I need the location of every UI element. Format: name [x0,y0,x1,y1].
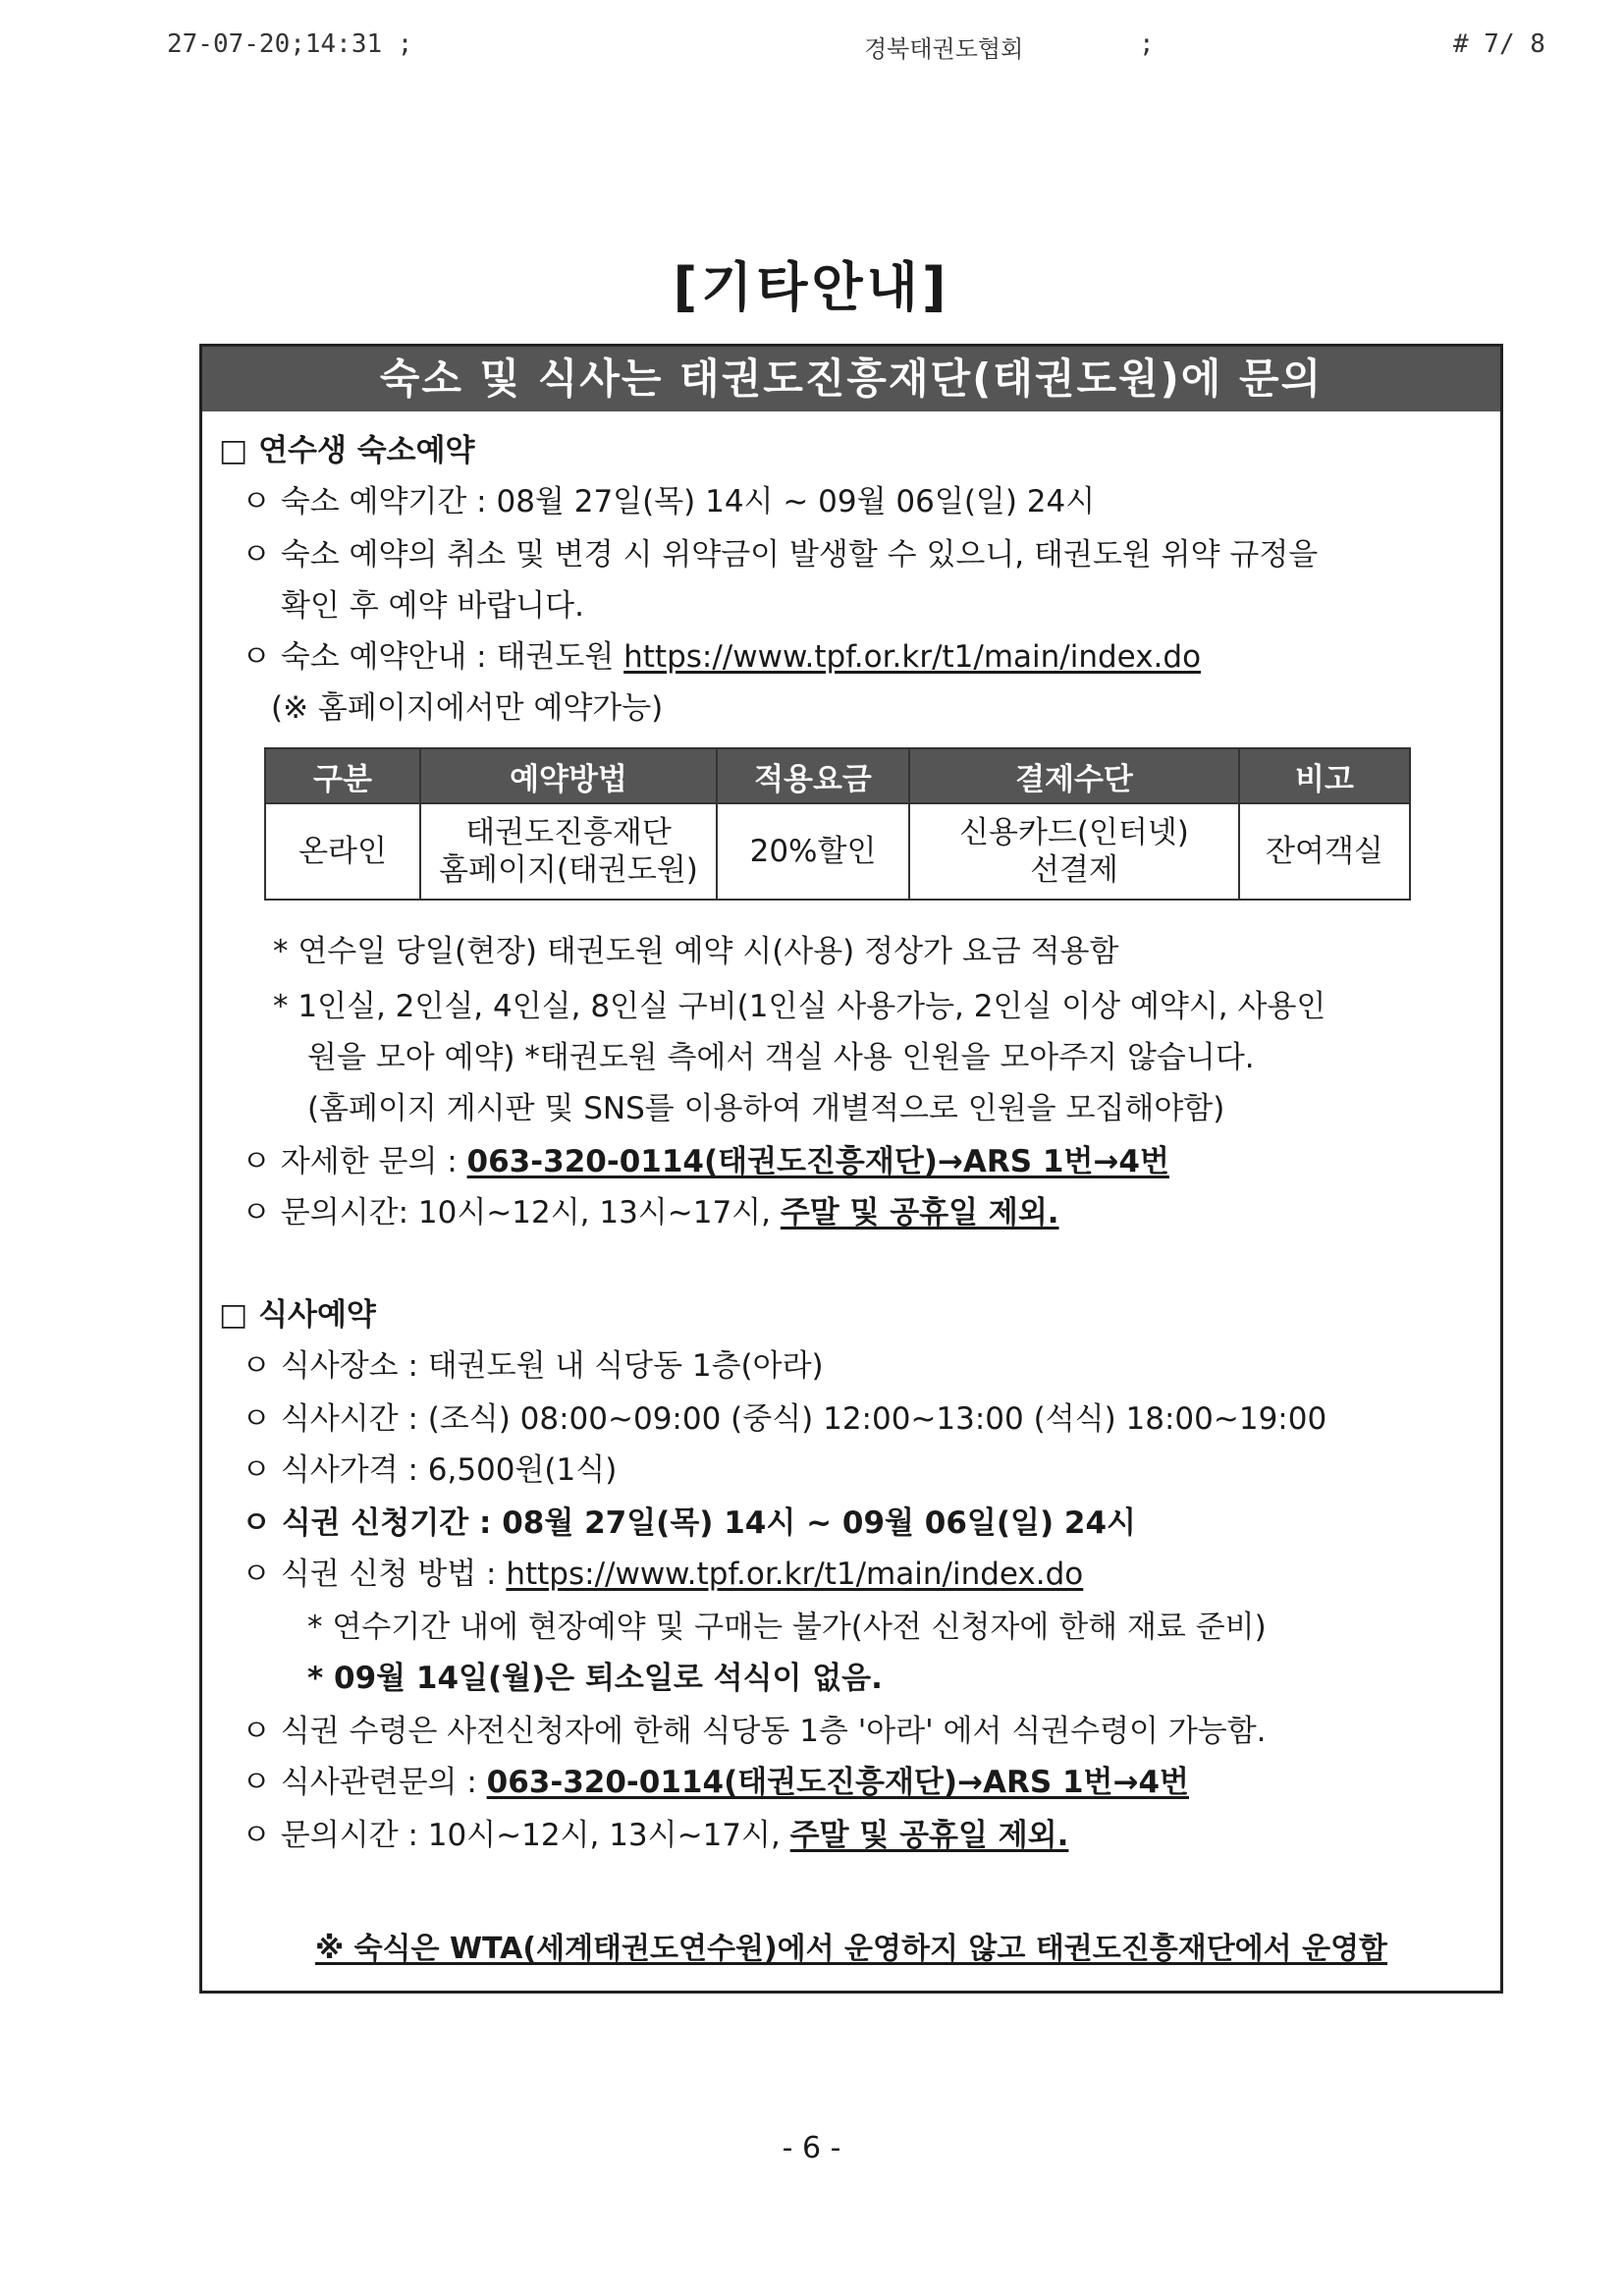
lodging-note-1: * 연수일 당일(현장) 태권도원 예약 시(사용) 정상가 요금 적용함 [273,934,1119,969]
fax-separator: ; [1139,29,1155,59]
lodging-contact-label: ㅇ 자세한 문의 : [242,1144,467,1179]
lodging-cancel-line2: 확인 후 예약 바랍니다. [281,588,584,624]
cell-note: 잔여객실 [1239,803,1410,900]
fax-sender: 경북태권도협회 [864,35,1024,63]
lodging-hours [242,1193,1059,1232]
cell-type: 온라인 [265,803,420,900]
meals-price: ㅇ 식사가격 : 6,500원(1식) [242,1452,618,1488]
info-content [202,411,1500,1991]
cell-method-line1: 태권도진흥재단 [465,815,672,850]
table-header: 결제수단 [909,748,1239,803]
meals-heading: □ 식사예약 [219,1297,376,1333]
operation-footnote [202,1924,1500,1967]
meals-time: ㅇ 식사시간 : (조식) 08:00~09:00 (중식) 12:00~13:00 (석식) 18:00~19:00 [242,1401,1327,1437]
cell-method-line2: 홈페이지(태권도원) [439,852,698,888]
info-box [199,344,1503,1994]
table-row [265,803,1410,900]
lodging-note-2b: 원을 모아 예약) *태권도원 측에서 객실 사용 인원을 모아주지 않습니다. [307,1040,1255,1075]
cell-method [420,803,717,900]
banner: 숙소 및 식사는 태권도진흥재단(태권도원)에 문의 [202,347,1500,411]
lodging-guide-note: (※ 홈페이지에서만 예약가능) [271,690,664,726]
meals-pickup: ㅇ 식권 수령은 사전신청자에 한해 식당동 1층 '아라' 에서 식권수령이 가능함. [242,1714,1267,1749]
cell-payment-line2: 선결제 [1030,852,1118,888]
operation-footnote-text: ※ 숙식은 WTA(세계태권도연수원)에서 운영하지 않고 태권도진흥재단에서 운영함 [314,1932,1388,1966]
lodging-hours-excluded: 주말 및 공휴일 제외. [780,1195,1059,1230]
table-header: 예약방법 [420,748,717,803]
meals-hours-excluded: 주말 및 공휴일 제외. [789,1818,1069,1853]
cell-rate: 20%할인 [717,803,909,900]
meals-note-1: * 연수기간 내에 현장예약 및 구매는 불가(사전 신청자에 한해 재료 준비) [307,1610,1267,1645]
meals-period: ㅇ 식권 신청기간 : 08월 27일(목) 14시 ~ 09월 06일(일) 24시 [242,1505,1136,1541]
page-number: - 6 - [782,2131,841,2165]
meals-contact-label: ㅇ 식사관련문의 : [242,1765,487,1800]
lodging-note-2c: (홈페이지 게시판 및 SNS를 이용하여 개별적으로 인원을 모집해야함) [307,1091,1225,1126]
lodging-guide [242,637,1201,677]
meals-note-2: * 09월 14일(월)은 퇴소일로 석식이 없음. [307,1661,883,1696]
fax-datetime: 27-07-20;14:31 ; [167,29,413,59]
lodging-contact-number: 063-320-0114(태권도진흥재단)→ARS 1번→4번 [466,1144,1169,1179]
table-header: 적용요금 [717,748,909,803]
reservation-table [264,747,1411,901]
table-header: 비고 [1239,748,1410,803]
lodging-url-link[interactable]: https://www.tpf.or.kr/t1/main/index.do [623,639,1202,675]
meals-hours [242,1816,1068,1855]
lodging-heading: □ 연수생 숙소예약 [219,433,475,468]
lodging-hours-label: ㅇ 문의시간: 10시~12시, 13시~17시, [242,1195,781,1230]
fax-header [167,29,1581,69]
cell-payment-line1: 신용카드(인터넷) [959,815,1189,850]
lodging-guide-label: ㅇ 숙소 예약안내 : 태권도원 [242,639,624,675]
meals-method [242,1555,1083,1594]
cell-payment [909,803,1239,900]
table-header-row [265,748,1410,803]
lodging-note-2a: * 1인실, 2인실, 4인실, 8인실 구비(1인실 사용가능, 2인실 이상 예약시, 사용인 [273,989,1326,1024]
meals-hours-label: ㅇ 문의시간 : 10시~12시, 13시~17시, [242,1818,790,1853]
lodging-period: ㅇ 숙소 예약기간 : 08월 27일(목) 14시 ~ 09월 06일(일) 24시 [242,484,1096,519]
lodging-cancel-line1: ㅇ 숙소 예약의 취소 및 변경 시 위약금이 발생할 수 있으니, 태권도원 위약 규정을 [242,537,1319,573]
meals-contact [242,1763,1189,1802]
page-title: [기타안내] [673,256,950,318]
fax-page: # 7/ 8 [1453,29,1545,59]
meals-url-link[interactable]: https://www.tpf.or.kr/t1/main/index.do [506,1557,1084,1592]
meals-place: ㅇ 식사장소 : 태권도원 내 식당동 1층(아라) [242,1348,824,1384]
meals-method-label: ㅇ 식권 신청 방법 : [242,1557,507,1592]
table-header: 구분 [265,748,420,803]
lodging-contact [242,1142,1169,1181]
meals-contact-number: 063-320-0114(태권도진흥재단)→ARS 1번→4번 [486,1765,1189,1800]
